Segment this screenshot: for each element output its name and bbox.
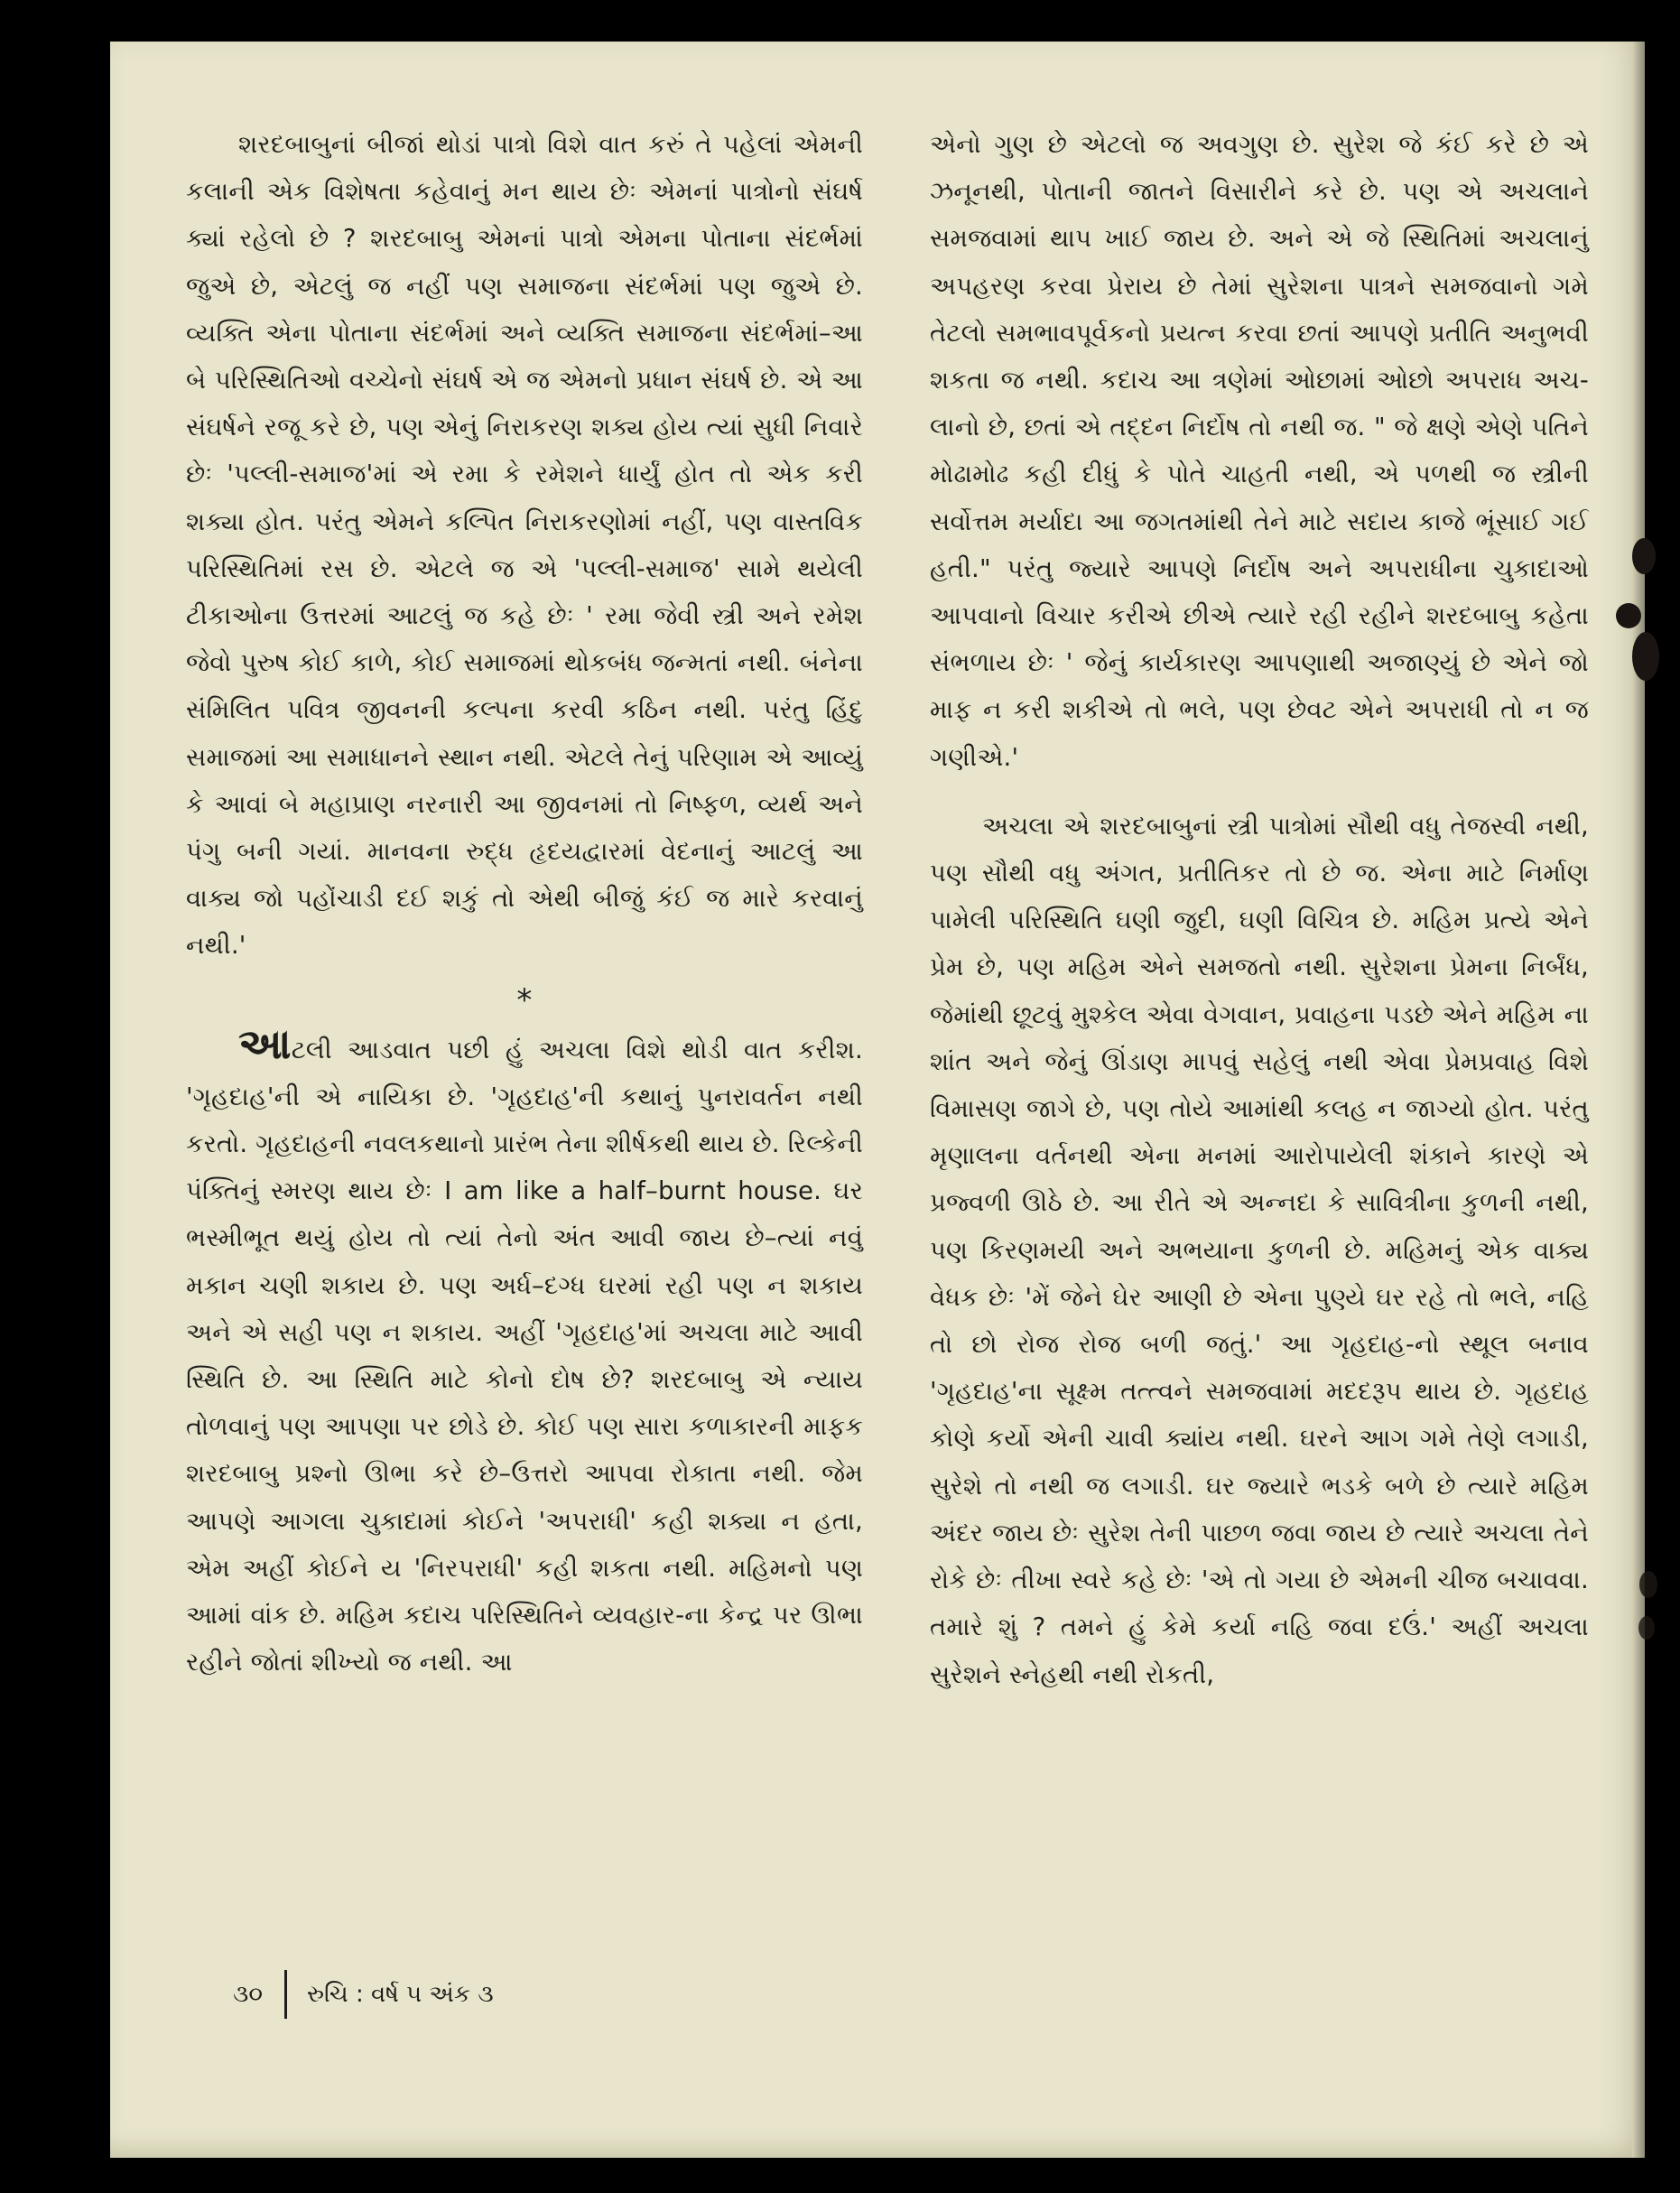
paragraph-text: ટલી આડવાત પછી હું અચલા વિશે થોડી વાત કરીશ. 'ગૃહદાહ'ની એ નાયિકા છે. 'ગૃહદાહ'ની કથાનું પુનરાવર્તન નથી કરતો. ગૃહદાહની નવલકથાનો પ્રારંભ તેના શીર્ષકથી થાય છે. રિલ્કેની પંક્તિનું સ્મરણ થાય છેઃ I am like a half–burnt house. ઘર ભસ્મીભૂત થયું હોય તો ત્યાં તેનો અંત આવી જાય છે–ત્યાં નવું મકાન ચણી શકાય છે. પણ અર્ધ–દગ્ધ ઘરમાં રહી પણ ન શકાય અને એ સહી પણ ન શકાય. અહીં 'ગૃહદાહ'માં અચલા માટે આવી સ્થિતિ છે. આ સ્થિતિ માટે કોનો દોષ છે? શરદબાબુ એ ન્યાય તોળવાનું પણ આપણા પર છોડે છે. કોઈ પણ સારા કળાકારની માફક શરદબાબુ પ્રશ્નો ઊભા કરે છે–ઉત્તરો આપવા રોકાતા નથી. જેમ આપણે આગલા ચુકાદામાં કોઈને 'અપરાધી' કહી શક્યા ન હતા, એમ અહીં કોઈને ય 'નિરપરાધી' કહી શકતા નથી. મહિમનો પણ આમાં વાંક છે. મહિમ કદાચ પરિસ્થિતિને વ્યવહાર-ના કેન્દ્ર પર ઊભા રહીને જોતાં શીખ્યો જ નથી. આ — [186, 1035, 863, 1677]
ink-stain — [1638, 1616, 1655, 1640]
right-column — [930, 121, 1589, 1698]
paragraph: અચલા એ શરદબાબુનાં સ્ત્રી પાત્રોમાં સૌથી વધુ તેજસ્વી નથી, પણ સૌથી વધુ અંગત, પ્રતીતિકર તો છે જ. એના માટે નિર્માણ પામેલી પરિસ્થિતિ ઘણી જુદી, ઘણી વિચિત્ર છે. મહિમ પ્રત્યે એને પ્રેમ છે, પણ મહિમ એને સમજતો નથી. સુરેશના પ્રેમના નિર્બંધ, જેમાંથી છૂટવું મુશ્કેલ એવા વેગવાન, પ્રવાહના પડછે એને મહિમ ના શાંત અને જેનું ઊંડાણ માપવું સહેલું નથી એવા પ્રેમપ્રવાહ વિશે વિમાસણ જાગે છે, પણ તોયે આમાંથી કલહ ન જાગ્યો હોત. પરંતુ મૃણાલના વર્તનથી એના મનમાં આરોપાયેલી શંકાને કારણે એ પ્રજ્વળી ઊઠે છે. આ રીતે એ અન્નદા કે સાવિત્રીના કુળની નથી, પણ કિરણમયી અને અભયાના કુળની છે. મહિમનું એક વાક્ય વેધક છેઃ 'મેં જેને ઘેર આણી છે એના પુણ્યે ઘર રહે તો ભલે, નહિ તો છો રોજ રોજ બળી જતું.' આ ગૃહદાહ-નો સ્થૂલ બનાવ 'ગૃહદાહ'ના સૂક્ષ્મ તત્ત્વને સમજવામાં મદદરૂપ થાય છે. ગૃહદાહ કોણે કર્યો એની ચાવી ક્યાંય નથી. ઘરને આગ ગમે તેણે લગાડી, સુરેશે તો નથી જ લગાડી. ઘર જ્યારે ભડકે બળે છે ત્યારે મહિમ અંદર જાય છેઃ સુરેશ તેની પાછળ જવા જાય છે ત્યારે અચલા તેને રોકે છેઃ તીખા સ્વરે કહે છેઃ 'એ તો ગયા છે એમની ચીજ બચાવવા. તમારે શું ? તમને હું કેમે કર્યા નહિ જવા દઉં.' અહીં અચલા સુરેશને સ્નેહથી નથી રોકતી, — [930, 811, 1589, 1689]
ink-stain — [1632, 538, 1656, 574]
paragraph: એનો ગુણ છે એટલો જ અવગુણ છે. સુરેશ જે કંઈ કરે છે એ ઝનૂનથી, પોતાની જાતને વિસારીને કરે છે. પણ એ અચલાને સમજવામાં થાપ ખાઈ જાય છે. અને એ જે સ્થિતિમાં અચલાનું અપહરણ કરવા પ્રેરાય છે તેમાં સુરેશના પાત્રને સમજવાનો ગમે તેટલો સમભાવપૂર્વકનો પ્રયત્ન કરવા છતાં આપણે પ્રતીતિ અનુભવી શકતા જ નથી. કદાચ આ ત્રણેમાં ઓછામાં ઓછો અપરાધ અચ-લાનો છે, છતાં એ તદ્દન નિર્દોષ તો નથી જ. " જે ક્ષણે એણે પતિને મોઢામોઢ કહી દીધું કે પોતે ચાહતી નથી, એ પળથી જ સ્ત્રીની સર્વોત્તમ મર્યાદા આ જગતમાંથી તેને માટે સદાય કાજે ભૂંસાઈ ગઈ હતી." પરંતુ જ્યારે આપણે નિર્દોષ અને અપરાધીના ચુકાદાઓ આપવાનો વિચાર કરીએ છીએ ત્યારે રહી રહીને શરદબાબુ કહેતા સંભળાય છેઃ ' જેનું કાર્યકારણ આપણાથી અજાણ્યું છે એને જો માફ ન કરી શકીએ તો ભલે, પણ છેવટ એને અપરાધી તો ન જ ગણીએ.' — [930, 130, 1589, 772]
page-footer — [233, 1970, 494, 2019]
ink-stain — [1632, 632, 1659, 681]
left-column — [186, 121, 863, 1687]
drop-cap: આ — [238, 1018, 292, 1068]
ink-stain — [1639, 1571, 1657, 1598]
paragraph — [186, 1018, 863, 1687]
paragraph: શરદબાબુનાં બીજાં થોડાં પાત્રો વિશે વાત કરું તે પહેલાં એમની કલાની એક વિશેષતા કહેવાનું મન થાય છેઃ એમનાં પાત્રોનો સંઘર્ષ ક્યાં રહેલો છે ? શરદબાબુ એમનાં પાત્રો એમના પોતાના સંદર્ભમાં જુએ છે, એટલું જ નહીં પણ સમાજના સંદર્ભમાં પણ જુએ છે. વ્યક્તિ એના પોતાના સંદર્ભમાં અને વ્યક્તિ સમાજના સંદર્ભમાં–આ બે પરિસ્થિતિઓ વચ્ચેનો સંઘર્ષ એ જ એમનો પ્રધાન સંઘર્ષ છે. એ આ સંઘર્ષને રજૂ કરે છે, પણ એનું નિરાકરણ શક્ય હોય ત્યાં સુધી નિવારે છેઃ 'પલ્લી-સમાજ'માં એ રમા કે રમેશને ધાર્યું હોત તો એક કરી શક્યા હોત. પરંતુ એમને કલ્પિત નિરાકરણોમાં નહીં, પણ વાસ્તવિક પરિસ્થિતિમાં રસ છે. એટલે જ એ 'પલ્લી-સમાજ' સામે થયેલી ટીકાઓના ઉત્તરમાં આટલું જ કહે છેઃ ' રમા જેવી સ્ત્રી અને રમેશ જેવો પુરુષ કોઈ કાળે, કોઈ સમાજમાં થોકબંધ જન્મતાં નથી. બંનેના સંમિલિત પવિત્ર જીવનની કલ્પના કરવી કઠિન નથી. પરંતુ હિંદુ સમાજમાં આ સમાધાનને સ્થાન નથી. એટલે તેનું પરિણામ એ આવ્યું કે આવાં બે મહાપ્રાણ નરનારી આ જીવનમાં તો નિષ્ફળ, વ્યર્થ અને પંગુ બની ગયાં. માનવના રુદ્ધ હૃદયદ્વારમાં વેદનાનું આટલું આ વાક્ય જો પહોંચાડી દઈ શકું તો એથી બીજું કંઈ જ મારે કરવાનું નથી.' — [186, 130, 863, 961]
ink-stain — [1616, 603, 1641, 628]
page-number: ૩૦ — [233, 1980, 263, 2008]
footer-divider — [284, 1970, 287, 2019]
issue-info: રુચિ : વર્ષ ૫ અંક ૩ — [306, 1980, 494, 2008]
section-separator: * — [516, 981, 533, 1018]
